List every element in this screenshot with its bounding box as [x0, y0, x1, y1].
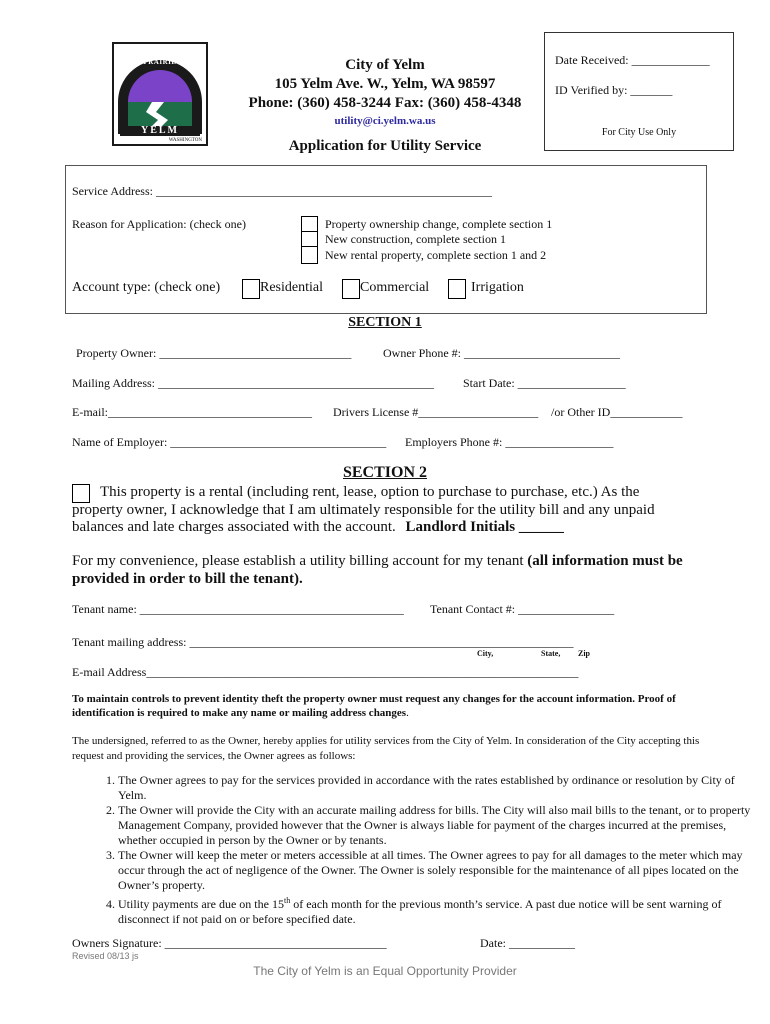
tenant-request-bold-1: (all information must be	[527, 553, 683, 569]
identity-theft-notice	[72, 692, 712, 720]
revision-note: Revised 08/13 js	[72, 951, 139, 961]
owner-phone-field[interactable]: Owner Phone #: __________________________	[383, 346, 620, 360]
rental-checkbox[interactable]	[72, 484, 90, 503]
terms-list	[72, 773, 758, 927]
account-option-irrigation: Irrigation	[471, 280, 524, 295]
reason-checkbox-ownership-change[interactable]	[301, 216, 318, 232]
term-item	[118, 893, 758, 927]
account-type-label: Account type: (check one)	[72, 280, 221, 295]
mailing-address-field[interactable]: Mailing Address: ______________________________________________	[72, 376, 434, 390]
rental-statement-line1: This property is a rental (including rent, lease, option to purchase to purchase, etc.) As the	[100, 484, 640, 500]
other-id-field[interactable]: /or Other ID____________	[551, 405, 683, 419]
term-item: 1. The Owner agrees to pay for the services provided in accordance with the rates established by ordinance or resolution by City of Yelm.	[118, 773, 758, 803]
landlord-initials-field[interactable]: Landlord Initials ______	[405, 519, 564, 535]
rental-statement-text: balances and late charges associated with the account.	[72, 519, 396, 535]
employer-phone-field[interactable]: Employers Phone #: __________________	[405, 435, 614, 449]
tenant-zip-label: Zip	[578, 649, 591, 658]
city-email-link[interactable]: utility@ci.yelm.wa.us	[334, 115, 436, 127]
term-item: 2. The Owner will provide the City with an accurate mailing address for bills. The City will also mail bills to the tenant, or to property Management Company, provided however that the Owner is always liable for payment of the charges incurred at the premises, whether occupied in person by the Owner or by tenants.	[118, 803, 758, 848]
service-address-field[interactable]: Service Address: ________________________________________________________	[72, 184, 492, 198]
logo-ring-text: PRIDE OF THE PRAIRIE	[132, 50, 188, 66]
signature-date-field[interactable]: Date: ___________	[480, 936, 575, 950]
term-4-before: Utility payments are due on the 15	[118, 897, 284, 911]
property-owner-field[interactable]: Property Owner: ________________________________	[76, 346, 352, 360]
term-4-sup: th	[283, 896, 291, 905]
reason-option-ownership-change: Property ownership change, complete section 1	[325, 217, 553, 231]
form-title: Application for Utility Service	[288, 138, 482, 154]
reason-label: Reason for Application: (check one)	[72, 217, 246, 231]
reason-checkbox-new-construction[interactable]	[301, 231, 318, 247]
term-4-after: of each month for the previous month’s service. A past due notice will be sent warning of disconnect if not paid on or before specified date.	[118, 897, 722, 926]
owner-agreement-intro: The undersigned, referred to as the Owner, hereby applies for utility services from the City of Yelm. In consideration of the City accepting this request and providing the services, the Owner agrees as follows:	[72, 735, 700, 762]
reason-option-new-construction: New construction, complete section 1	[325, 232, 506, 246]
date-received-field[interactable]: Date Received: _____________	[555, 53, 710, 67]
header-block	[230, 56, 540, 155]
tenant-state-label: State,	[541, 649, 561, 658]
equal-opportunity-statement: The City of Yelm is an Equal Opportunity Provider	[253, 964, 517, 978]
tenant-account-request	[72, 552, 712, 588]
city-address: 105 Yelm Ave. W., Yelm, WA 98597	[274, 76, 496, 92]
city-name: City of Yelm	[345, 57, 425, 73]
account-option-residential: Residential	[260, 280, 323, 295]
account-option-commercial: Commercial	[360, 280, 430, 295]
rental-statement-line2: property owner, I acknowledge that I am ultimately responsible for the utility bill and any unpaid	[72, 502, 655, 518]
account-checkbox-irrigation[interactable]	[448, 279, 466, 299]
account-checkbox-commercial[interactable]	[342, 279, 360, 299]
owner-signature-field[interactable]: Owners Signature: _____________________________________	[72, 936, 387, 950]
id-verified-field[interactable]: ID Verified by: _______	[555, 83, 673, 97]
owner-email-field[interactable]: E-mail:__________________________________	[72, 405, 312, 419]
city-phone-fax: Phone: (360) 458-3244 Fax: (360) 458-4348	[248, 95, 522, 111]
start-date-field[interactable]: Start Date: __________________	[463, 376, 626, 390]
logo-name: YELM	[141, 125, 179, 136]
tenant-email-field[interactable]: E-mail Address________________________________________________________________________	[72, 665, 579, 679]
tenant-request-text: For my convenience, please establish a utility billing account for my tenant	[72, 553, 524, 569]
section-2-heading: SECTION 2	[342, 464, 428, 481]
identity-theft-notice-end: .	[406, 707, 409, 719]
reason-checkbox-new-rental[interactable]	[301, 246, 318, 264]
tenant-name-field[interactable]: Tenant name: ____________________________________________	[72, 602, 404, 616]
reason-option-new-rental: New rental property, complete section 1 and 2	[325, 248, 547, 262]
employer-field[interactable]: Name of Employer: ____________________________________	[72, 435, 387, 449]
identity-theft-notice-text: To maintain controls to prevent identity theft the property owner must request any changes for the account information. Proof of identification is required to make any name or mailing address changes	[72, 693, 676, 719]
city-use-note: For City Use Only	[601, 127, 677, 138]
tenant-mailing-field[interactable]: Tenant mailing address: ________________________________________________________________	[72, 635, 574, 649]
city-use-box	[544, 32, 734, 151]
account-checkbox-residential[interactable]	[242, 279, 260, 299]
logo-state: WASHINGTON	[168, 138, 202, 143]
city-logo	[112, 42, 208, 146]
tenant-contact-field[interactable]: Tenant Contact #: ________________	[430, 602, 615, 616]
rental-statement-line3	[72, 519, 564, 536]
tenant-request-bold-2: provided in order to bill the tenant).	[72, 571, 303, 587]
term-item: 3. The Owner will keep the meter or meters accessible at all times. The Owner agrees to pay for all damages to the meter which may occur through the act of negligence of the Owner. The Owner is solely responsible for the maintenance of all pipes located on the Owner’s property.	[118, 848, 758, 893]
tenant-city-label: City,	[477, 649, 494, 658]
section-1-heading: SECTION 1	[348, 315, 422, 330]
drivers-license-field[interactable]: Drivers License #____________________	[333, 405, 539, 419]
